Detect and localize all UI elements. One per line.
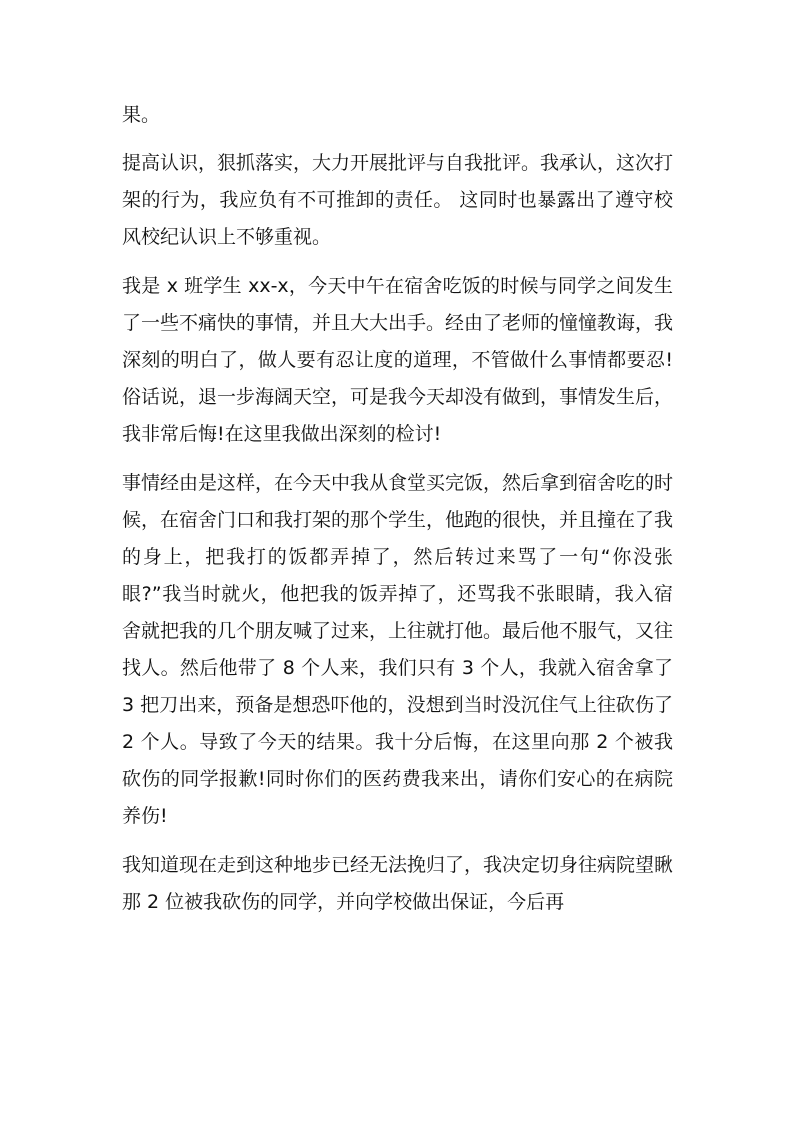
paragraph: 果。: [122, 104, 161, 126]
document-body: [122, 97, 673, 933]
paragraph: 我是 x 班学生 xx-x，今天中午在宿舍吃饭的时候与同学之间发生了一些不痛快的事情，并且大大出手。经由了老师的憧憧教诲，我深刻的明白了，做人要有忍让度的道理，不管做什么事情都要忍!俗话说，退一步海阔天空，可是我今天却没有做到，事情发生后，我非常后悔!在这里我做出深刻的检讨!: [122, 275, 674, 445]
paragraph: 事情经由是这样，在今天中我从食堂买完饭，然后拿到宿舍吃的时候，在宿舍门口和我打架的那个学生，他跑的很快，并且撞在了我的身上，把我打的饭都弄掉了，然后转过来骂了一句“你没张眼?”我当时就火，他把我的饭弄掉了，还骂我不张眼睛，我入宿舍就把我的几个朋友喊了过来，上往就打他。最后他不服气，又往找人。然后他带了 8 个人来，我们只有 3 个人，我就入宿舍拿了 3 把刀出来，预备是想恐吓他的，没想到当时没沉住气上往砍伤了 2 个人。导致了今天的结果。我十分后悔，在这里向那 2 个被我砍伤的同学报歉!同时你们的医药费我来出，请你们安心的在病院养伤!: [122, 472, 674, 827]
paragraph: 提高认识，狠抓落实，大力开展批评与自我批评。我承认，这次打架的行为，我应负有不可推卸的责任。 这同时也暴露出了遵守校风校纪认识上不够重视。: [122, 152, 674, 248]
paragraph: 我知道现在走到这种地步已经无法挽归了，我决定切身往病院望瞅那 2 位被我砍伤的同学，并向学校做出保证，今后再: [122, 854, 674, 913]
